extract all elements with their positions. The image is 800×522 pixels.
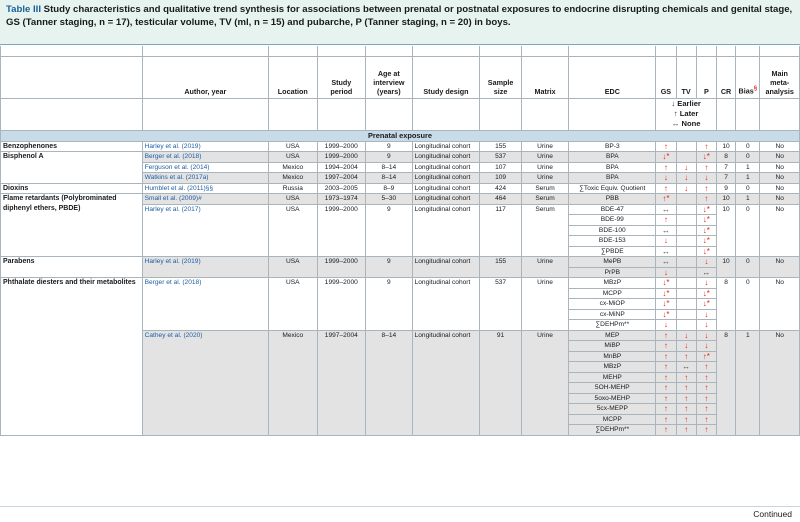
meta-analysis-cell: No (760, 162, 800, 173)
p-trend-cell: ↓* (696, 215, 716, 226)
edc-cell: MiBP (569, 341, 656, 352)
table-row (1, 183, 800, 194)
meta-analysis-cell: No (760, 173, 800, 184)
header-bias-text: Bias (738, 86, 754, 96)
bias-cell: 0 (736, 257, 760, 278)
author-cell[interactable]: Small et al. (2009)# (142, 194, 268, 205)
p-trend-cell: ↑ (696, 194, 716, 205)
location-cell: Mexico (269, 330, 318, 435)
cr-cell: 7 (716, 173, 735, 184)
gs-trend-cell: ↑ (656, 141, 676, 152)
meta-analysis-cell: No (760, 204, 800, 257)
location-cell: USA (269, 257, 318, 278)
table-row (1, 141, 800, 152)
period-cell: 1994–2004 (317, 162, 366, 173)
table-container (0, 46, 800, 504)
tv-trend-cell (676, 236, 696, 247)
design-cell: Longitudinal cohort (412, 278, 480, 331)
sample-size-cell: 155 (480, 141, 521, 152)
edc-cell: BDE-100 (569, 225, 656, 236)
gs-trend-cell: ↑ (656, 425, 676, 436)
header-edc: EDC (569, 56, 656, 98)
author-cell[interactable]: Harley et al. (2019) (142, 257, 268, 278)
cr-cell: 9 (716, 183, 735, 194)
tv-trend-cell: ↑ (676, 351, 696, 362)
edc-cell: 5OH-MEHP (569, 383, 656, 394)
meta-analysis-cell: No (760, 257, 800, 278)
spacer-row (1, 46, 800, 56)
edc-cell: PrPB (569, 267, 656, 278)
tv-trend-cell: ↓ (676, 162, 696, 173)
location-cell: Russia (269, 183, 318, 194)
header-tv: TV (676, 56, 696, 98)
gs-trend-cell: ↓* (656, 309, 676, 320)
tv-trend-cell (676, 288, 696, 299)
p-trend-cell: ↑ (696, 372, 716, 383)
design-cell: Longitudinal cohort (412, 194, 480, 205)
period-cell: 1997–2004 (317, 330, 366, 435)
edc-cell: ∑PBDE (569, 246, 656, 257)
section-prenatal: Prenatal exposure (1, 130, 800, 141)
age-cell: 8–14 (366, 330, 413, 435)
p-trend-cell: ↑ (696, 183, 716, 194)
gs-trend-cell: ↓* (656, 288, 676, 299)
p-trend-cell: ↑ (696, 162, 716, 173)
header-matrix: Matrix (521, 56, 569, 98)
header-age: Age at interview (years) (366, 56, 413, 98)
category-cell: Phthalate diesters and their metabolites (1, 278, 143, 436)
bias-cell: 0 (736, 278, 760, 331)
table-row (1, 152, 800, 163)
table-label: Table III (6, 4, 42, 15)
gs-trend-cell: ↔ (656, 246, 676, 257)
header-bias-sup: § (753, 86, 758, 93)
bias-cell: 0 (736, 183, 760, 194)
gs-trend-cell: ↑* (656, 194, 676, 205)
p-trend-cell: ↓* (696, 299, 716, 310)
tv-trend-cell: ↑ (676, 393, 696, 404)
author-cell[interactable]: Ferguson et al. (2014) (142, 162, 268, 173)
sample-size-cell: 109 (480, 173, 521, 184)
period-cell: 1999–2000 (317, 152, 366, 163)
meta-analysis-cell: No (760, 152, 800, 163)
edc-cell: MePB (569, 257, 656, 268)
edc-cell: BPA (569, 152, 656, 163)
age-cell: 8–14 (366, 162, 413, 173)
matrix-cell: Urine (521, 278, 569, 331)
bias-cell: 1 (736, 162, 760, 173)
bias-cell: 0 (736, 204, 760, 257)
age-cell: 9 (366, 152, 413, 163)
caption-text: Study characteristics and qualitative trend synthesis for associations between prenatal or postnatal exposures to endocrine disrupting chemicals and genital stage, GS (Tanner staging, n = 17), testicular volume, TV (ml, n = 15) and pubarche, P (Tanner staging, n = 20) in boys. (6, 4, 793, 28)
design-cell: Longitudinal cohort (412, 257, 480, 278)
author-cell[interactable]: Berger et al. (2018) (142, 152, 268, 163)
gs-trend-cell: ↔ (656, 257, 676, 268)
edc-cell: PBB (569, 194, 656, 205)
header-meta: Main meta-analysis (760, 56, 800, 98)
bias-cell: 1 (736, 194, 760, 205)
section-row (1, 130, 800, 141)
header-size: Sample size (480, 56, 521, 98)
period-cell: 1999–2000 (317, 141, 366, 152)
tv-trend-cell: ↑ (676, 372, 696, 383)
edc-cell: ∑DEHPm** (569, 425, 656, 436)
table-row (1, 257, 800, 268)
table-row (1, 278, 800, 289)
edc-cell: MCPP (569, 288, 656, 299)
period-cell: 1999–2000 (317, 257, 366, 278)
bias-cell: 1 (736, 173, 760, 184)
gs-trend-cell: ↓ (656, 267, 676, 278)
header-author: Author, year (142, 56, 268, 98)
gs-trend-cell: ↔ (656, 204, 676, 215)
cr-cell: 8 (716, 152, 735, 163)
tv-trend-cell (676, 194, 696, 205)
location-cell: USA (269, 194, 318, 205)
gs-trend-cell: ↓* (656, 152, 676, 163)
tv-trend-cell: ↓ (676, 173, 696, 184)
period-cell: 1997–2004 (317, 173, 366, 184)
age-cell: 9 (366, 141, 413, 152)
p-trend-cell: ↓ (696, 278, 716, 289)
header-row (1, 56, 800, 98)
p-trend-cell: ↓ (696, 309, 716, 320)
bias-cell: 0 (736, 141, 760, 152)
gs-trend-cell: ↑ (656, 330, 676, 341)
meta-analysis-cell: No (760, 141, 800, 152)
edc-cell: BPA (569, 173, 656, 184)
gs-trend-cell: ↓ (656, 320, 676, 331)
tv-trend-cell (676, 152, 696, 163)
header-location: Location (269, 56, 318, 98)
tv-trend-cell (676, 257, 696, 268)
edc-cell: MBzP (569, 362, 656, 373)
sample-size-cell: 155 (480, 257, 521, 278)
edc-cell: BDE-99 (569, 215, 656, 226)
age-cell: 9 (366, 257, 413, 278)
design-cell: Longitudinal cohort (412, 204, 480, 257)
table-caption (0, 0, 800, 44)
edc-cell: MBzP (569, 278, 656, 289)
header-cr: CR (716, 56, 735, 98)
p-trend-cell: ↓ (696, 341, 716, 352)
meta-analysis-cell: No (760, 183, 800, 194)
location-cell: USA (269, 278, 318, 331)
cr-cell: 10 (716, 141, 735, 152)
category-cell: Parabens (1, 257, 143, 278)
edc-cell: MEP (569, 330, 656, 341)
gs-trend-cell: ↓* (656, 278, 676, 289)
age-cell: 9 (366, 278, 413, 331)
sample-size-cell: 537 (480, 152, 521, 163)
legend-row (1, 98, 800, 130)
p-trend-cell: ↓ (696, 330, 716, 341)
design-cell: Longitudinal cohort (412, 141, 480, 152)
author-cell[interactable]: Watkins et al. (2017a) (142, 173, 268, 184)
cr-cell: 8 (716, 330, 735, 435)
bias-cell: 1 (736, 330, 760, 435)
tv-trend-cell: ↑ (676, 404, 696, 415)
legend-none: ↔ None (671, 118, 701, 128)
edc-cell: MnBP (569, 351, 656, 362)
gs-trend-cell: ↑ (656, 404, 676, 415)
gs-trend-cell: ↑ (656, 372, 676, 383)
tv-trend-cell (676, 246, 696, 257)
design-cell: Longitudinal cohort (412, 330, 480, 435)
cr-cell: 10 (716, 194, 735, 205)
gs-trend-cell: ↑ (656, 215, 676, 226)
tv-trend-cell (676, 278, 696, 289)
edc-cell: ∑Toxic Equiv. Quotient (569, 183, 656, 194)
tv-trend-cell: ↑ (676, 425, 696, 436)
matrix-cell: Serum (521, 194, 569, 205)
gs-trend-cell: ↑ (656, 341, 676, 352)
tv-trend-cell (676, 215, 696, 226)
meta-analysis-cell: No (760, 278, 800, 331)
header-p: P (696, 56, 716, 98)
study-table (0, 46, 800, 436)
author-cell[interactable]: Humblet et al. (2011)§§ (142, 183, 268, 194)
design-cell: Longitudinal cohort (412, 173, 480, 184)
header-period: Study period (317, 56, 366, 98)
tv-trend-cell: ↓ (676, 341, 696, 352)
gs-trend-cell: ↔ (656, 225, 676, 236)
design-cell: Longitudinal cohort (412, 162, 480, 173)
p-trend-cell: ↑ (696, 383, 716, 394)
category-cell: Bisphenol A (1, 152, 143, 184)
tv-trend-cell: ↓ (676, 330, 696, 341)
period-cell: 1999–2000 (317, 278, 366, 331)
gs-trend-cell: ↓* (656, 299, 676, 310)
edc-cell: 5cx-MEPP (569, 404, 656, 415)
header-bias (736, 56, 760, 98)
header-design: Study design (412, 56, 480, 98)
p-trend-cell: ↑ (696, 141, 716, 152)
author-cell[interactable]: Berger et al. (2018) (142, 278, 268, 331)
edc-cell: MCPP (569, 414, 656, 425)
p-trend-cell: ↑* (696, 351, 716, 362)
age-cell: 5–30 (366, 194, 413, 205)
p-trend-cell: ↓* (696, 288, 716, 299)
period-cell: 2003–2005 (317, 183, 366, 194)
edc-cell: BPA (569, 162, 656, 173)
location-cell: Mexico (269, 173, 318, 184)
footer-divider (0, 506, 800, 507)
p-trend-cell: ↓ (696, 257, 716, 268)
p-trend-cell: ↓* (696, 236, 716, 247)
tv-trend-cell (676, 204, 696, 215)
p-trend-cell: ↓ (696, 320, 716, 331)
matrix-cell: Urine (521, 330, 569, 435)
matrix-cell: Serum (521, 183, 569, 194)
tv-trend-cell (676, 309, 696, 320)
edc-cell: BP-3 (569, 141, 656, 152)
table-row (1, 194, 800, 205)
sample-size-cell: 117 (480, 204, 521, 257)
period-cell: 1973–1974 (317, 194, 366, 205)
gs-trend-cell: ↑ (656, 383, 676, 394)
p-trend-cell: ↓ (696, 173, 716, 184)
cr-cell: 10 (716, 204, 735, 257)
trend-legend (656, 98, 717, 130)
continued-label: Continued (753, 509, 792, 519)
gs-trend-cell: ↓ (656, 173, 676, 184)
legend-earlier: ↓ Earlier (671, 98, 701, 108)
sample-size-cell: 107 (480, 162, 521, 173)
p-trend-cell: ↓* (696, 204, 716, 215)
sample-size-cell: 91 (480, 330, 521, 435)
p-trend-cell: ↑ (696, 404, 716, 415)
tv-trend-cell (676, 141, 696, 152)
edc-cell: ∑DEHPm** (569, 320, 656, 331)
p-trend-cell: ↑ (696, 425, 716, 436)
category-cell: Flame retardants (Polybrominated diphenyl ethers, PBDE) (1, 194, 143, 257)
edc-cell: BDE-47 (569, 204, 656, 215)
p-trend-cell: ↓* (696, 246, 716, 257)
matrix-cell: Urine (521, 173, 569, 184)
gs-trend-cell: ↑ (656, 183, 676, 194)
tv-trend-cell: ↔ (676, 362, 696, 373)
matrix-cell: Urine (521, 141, 569, 152)
cr-cell: 8 (716, 278, 735, 331)
caption-divider (0, 44, 800, 45)
gs-trend-cell: ↑ (656, 414, 676, 425)
p-trend-cell: ↑ (696, 393, 716, 404)
bias-cell: 0 (736, 152, 760, 163)
matrix-cell: Urine (521, 152, 569, 163)
cr-cell: 7 (716, 162, 735, 173)
tv-trend-cell (676, 299, 696, 310)
cr-cell: 10 (716, 257, 735, 278)
tv-trend-cell (676, 320, 696, 331)
p-trend-cell: ↑ (696, 414, 716, 425)
legend-later: ↑ Later (673, 108, 699, 118)
meta-analysis-cell: No (760, 194, 800, 205)
tv-trend-cell: ↓ (676, 183, 696, 194)
category-cell: Dioxins (1, 183, 143, 194)
location-cell: USA (269, 152, 318, 163)
edc-cell: BDE-153 (569, 236, 656, 247)
sample-size-cell: 464 (480, 194, 521, 205)
category-cell: Benzophenones (1, 141, 143, 152)
p-trend-cell: ↔ (696, 267, 716, 278)
tv-trend-cell (676, 225, 696, 236)
edc-cell: cx-MiNP (569, 309, 656, 320)
edc-cell: cx-MiOP (569, 299, 656, 310)
gs-trend-cell: ↑ (656, 362, 676, 373)
p-trend-cell: ↓* (696, 225, 716, 236)
design-cell: Longitudinal cohort (412, 152, 480, 163)
gs-trend-cell: ↑ (656, 393, 676, 404)
matrix-cell: Urine (521, 257, 569, 278)
tv-trend-cell (676, 267, 696, 278)
author-cell[interactable]: Harley et al. (2019) (142, 141, 268, 152)
location-cell: Mexico (269, 162, 318, 173)
edc-cell: 5oxo-MEHP (569, 393, 656, 404)
header-gs: GS (656, 56, 676, 98)
tv-trend-cell: ↑ (676, 383, 696, 394)
header-category (1, 56, 143, 98)
gs-trend-cell: ↓ (656, 236, 676, 247)
p-trend-cell: ↑ (696, 362, 716, 373)
location-cell: USA (269, 204, 318, 257)
gs-trend-cell: ↑ (656, 162, 676, 173)
design-cell: Longitudinal cohort (412, 183, 480, 194)
period-cell: 1999–2000 (317, 204, 366, 257)
sample-size-cell: 537 (480, 278, 521, 331)
meta-analysis-cell: No (760, 330, 800, 435)
author-cell[interactable]: Cathey et al. (2020) (142, 330, 268, 435)
age-cell: 8–14 (366, 173, 413, 184)
age-cell: 9 (366, 204, 413, 257)
matrix-cell: Urine (521, 162, 569, 173)
edc-cell: MEHP (569, 372, 656, 383)
p-trend-cell: ↓* (696, 152, 716, 163)
tv-trend-cell: ↑ (676, 414, 696, 425)
age-cell: 8–9 (366, 183, 413, 194)
location-cell: USA (269, 141, 318, 152)
gs-trend-cell: ↑ (656, 351, 676, 362)
sample-size-cell: 424 (480, 183, 521, 194)
matrix-cell: Serum (521, 204, 569, 257)
author-cell[interactable]: Harley et al. (2017) (142, 204, 268, 257)
